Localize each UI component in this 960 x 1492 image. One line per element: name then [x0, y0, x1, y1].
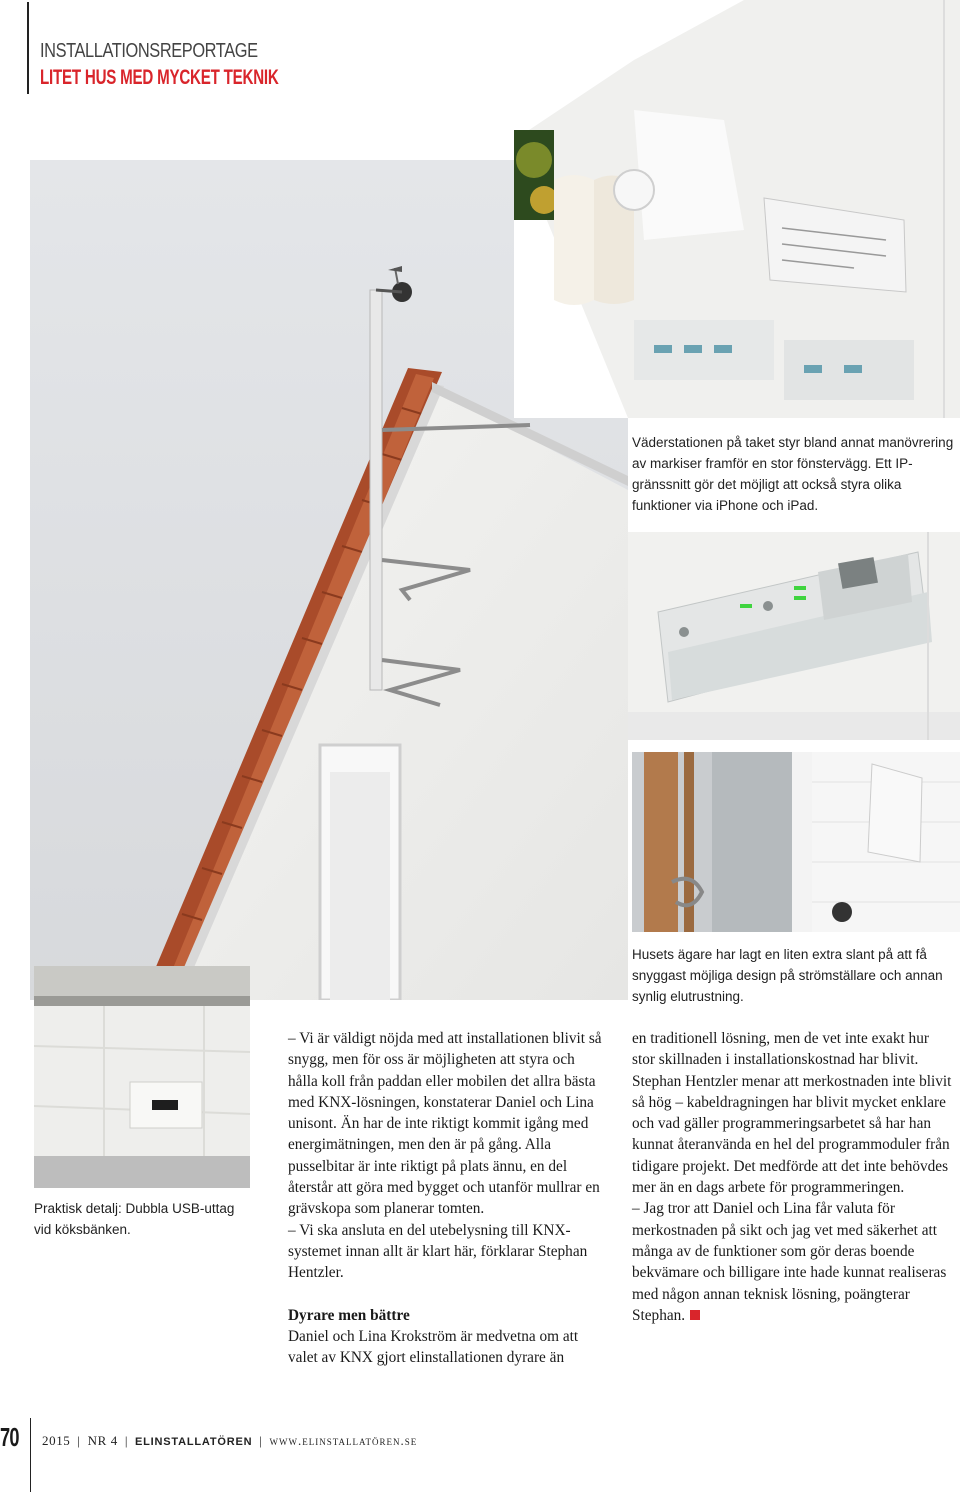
- caption-weather-station: Väderstationen på taket styr bland annat manövrering av markiser framför en stor fönstervägg. Ett IP-gränssnitt gör det möjligt att också styra olika funktioner via iPhone och iPad.: [632, 435, 954, 513]
- body-column-middle: [288, 1028, 606, 1368]
- header-rule: [27, 2, 29, 94]
- body-text: – Jag tror att Daniel och Lina får valuta för merkostnaden på sikt och jag vet med säkerhet att många av de funktioner som gör deras boende bekvämare och billigare inte hade kunnat realiseras med någon annan teknisk lösning, poängterar Stephan.: [632, 1200, 947, 1324]
- footer-separator: |: [259, 1433, 263, 1448]
- footer-separator: |: [124, 1433, 129, 1448]
- footer-separator: |: [77, 1433, 81, 1448]
- subheading: Dyrare men bättre: [288, 1306, 410, 1324]
- body-column-right: [632, 1028, 954, 1326]
- page-number: 70: [0, 1422, 19, 1452]
- footer-issue: NR 4: [87, 1433, 118, 1448]
- footer-year: 2015: [42, 1433, 71, 1448]
- end-mark-icon: [690, 1310, 700, 1320]
- body-paragraph-final: [632, 1198, 954, 1326]
- usb-outlet-photo: [34, 966, 250, 1188]
- article-title: LITET HUS MED MYCKET TEKNIK: [40, 66, 279, 89]
- footer-brand: ELINSTALLATÖREN: [135, 1436, 253, 1448]
- caption-usb-outlet: Praktisk detalj: Dubbla USB-uttag vid köksbänken.: [34, 1201, 235, 1237]
- body-paragraph: en traditionell lösning, men de vet inte exakt hur stor skillnaden i installationskostnad har blivit. Stephan Hentzler menar att merkostnaden inte blivit så hög – kabeldragningen har blivit mycket enklare och vad gäller programmeringsarbetet så har han kunnat återanvända en hel del programmoduler från tidigare projekt. Det medförde att det inte behövdes mer än en dags arbete för programmeringen.: [632, 1030, 952, 1197]
- footer-info: [42, 1433, 417, 1449]
- body-paragraph: – Vi är väldigt nöjda med att installationen blivit så snygg, men för oss är möjligheten att styra och hålla koll från paddan eller mobilen det allra bästa med KNX-lösningen, konstaterar Daniel och Lina unisont. Än har de inte riktigt kommit igång med energimätningen, men den är på gång. Alla pusselbitar är inte riktigt på plats ännu, en del återstår att göra med bygget och utanför mullrar en grävskopa som planerar tomten.: [288, 1030, 602, 1218]
- footer-rule: [30, 1418, 31, 1492]
- caption-switch-design: Husets ägare har lagt en liten extra slant på att få snyggast möjliga design på strömställare och annan synlig elutrustning.: [632, 947, 943, 1004]
- body-paragraph: – Vi ska ansluta en del utebelysning till KNX-systemet innan allt är klart här, förklarar Stephan Hentzler.: [288, 1221, 588, 1282]
- section-kicker: INSTALLATIONSREPORTAGE: [40, 40, 258, 62]
- body-paragraph: Daniel och Lina Krokström är medvetna om att valet av KNX gjort elinstallationen dyrare än: [288, 1327, 579, 1367]
- ceiling-sensor-photo: [514, 0, 960, 418]
- entry-switch-photo: [632, 752, 960, 932]
- footer-url: www.elinstallatören.se: [269, 1433, 418, 1448]
- electrical-panel-photo: [628, 532, 960, 740]
